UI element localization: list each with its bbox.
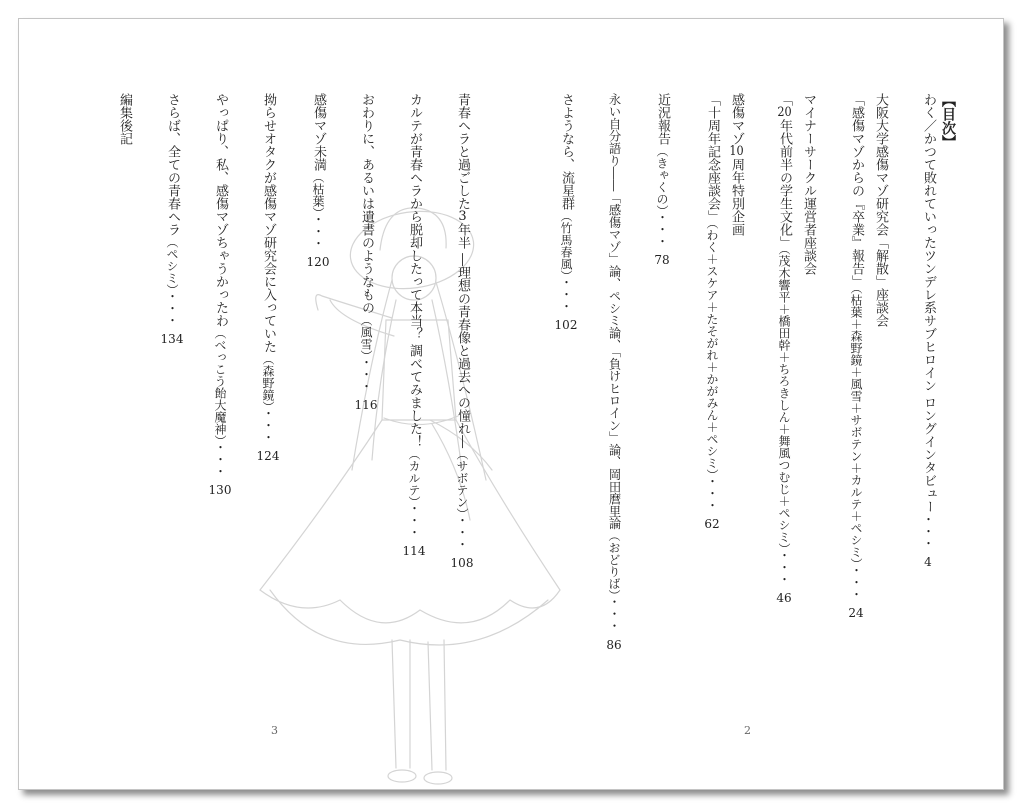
toc-entry-text [773, 93, 795, 585]
entry-page-number: 124 [256, 449, 280, 463]
toc-entry [451, 93, 473, 570]
toc-entry [355, 93, 377, 412]
toc-entry [917, 93, 939, 569]
entry-title: 近況報告 [655, 93, 670, 145]
entry-leader: ・・・ [455, 514, 469, 551]
toc-entry-text [257, 93, 279, 443]
entry-title: 「感傷マゾからの『卒業』報告」 [849, 93, 864, 288]
toc-entry-text [209, 93, 231, 477]
entry-title: さようなら、流星群 [559, 93, 574, 210]
toc-section-heading [725, 93, 747, 236]
toc-entry-text [701, 93, 723, 511]
entry-title: マイナーサークル運営者座談会 [801, 93, 816, 275]
page-number-left: 3 [271, 724, 278, 737]
toc-entry [603, 93, 625, 652]
page-number-right: 2 [744, 724, 751, 737]
toc-section-heading [797, 93, 819, 275]
entry-title: 感傷マゾ10周年特別企画 [729, 93, 744, 236]
toc-entry-text [355, 93, 377, 392]
entry-title: 「20年代前半の学生文化」 [777, 93, 792, 249]
entry-leader: ・・・ [655, 211, 669, 247]
entry-leader: ・・・ [261, 407, 275, 443]
entry-credit: （枯葉＋森野鏡＋風雪＋サボテン＋カルテ＋ペシミ） [849, 288, 863, 564]
toc-entry [701, 93, 723, 531]
toc-entry-text [797, 93, 819, 275]
entry-page-number: 86 [606, 637, 622, 652]
toc-entry-text [869, 93, 891, 327]
entry-page-number: 116 [354, 398, 378, 412]
toc-section-heading [869, 93, 891, 327]
entry-credit: （カルテ） [407, 448, 421, 503]
toc-entry [773, 93, 795, 605]
toc-entry [845, 93, 867, 620]
entry-title: 感傷マゾ未満 [311, 93, 326, 171]
entry-leader: ・・・ [311, 213, 325, 249]
entry-title: 青春ヘラと過ごした3年半 ―理想の青春像と過去への憧れ― [455, 93, 470, 449]
entry-page-number: 78 [654, 253, 670, 267]
toc-entry-text [725, 93, 747, 236]
entry-credit: （風雪） [359, 314, 373, 356]
entry-title: やっぱり、私、感傷マゾちゃうかったわ [213, 93, 228, 327]
entry-leader: ・・・ [559, 276, 573, 312]
entry-credit: （茂木響平＋橋田幹＋ちろきしん＋舞風つむじ＋ペシミ） [777, 249, 791, 549]
entry-page-number: 24 [848, 606, 864, 620]
entry-credit: （サボテン） [455, 448, 469, 515]
toc-entry [113, 93, 135, 145]
entry-page-number: 130 [208, 483, 232, 497]
entry-credit: （ペシミ） [165, 236, 179, 290]
toc-entry-text [161, 93, 183, 326]
entry-leader: ・・・ [359, 356, 373, 392]
entry-credit: （森野鏡） [261, 353, 275, 407]
entry-credit: （おどりば） [607, 529, 621, 596]
entry-page-number: 102 [554, 318, 578, 332]
toc-entry [161, 93, 183, 346]
toc-entry-text [307, 93, 329, 249]
entry-title: さらば、全ての青春ヘラ [165, 93, 180, 236]
entry-page-number: 134 [160, 332, 184, 346]
entry-leader: ・・・ [165, 290, 179, 326]
toc-entry-text [451, 93, 473, 550]
entry-title: おわりに、あるいは遺書のようなもの [359, 93, 374, 314]
entry-leader: ・・・ [407, 502, 421, 539]
toc-entry-text [113, 93, 135, 145]
entry-page-number: 46 [776, 591, 792, 605]
entry-page-number: 4 [924, 555, 932, 570]
entry-credit: （枯葉） [311, 171, 325, 213]
toc-entry [307, 93, 329, 269]
toc-entry [209, 93, 231, 497]
entry-credit: （竹馬春風） [559, 210, 573, 276]
entry-leader: ・・・ [705, 475, 719, 511]
entry-page-number: 120 [306, 255, 330, 269]
entry-page-number: 114 [402, 544, 426, 559]
entry-credit: （わく＋スケア＋たそがれ＋かがみん＋ペシミ） [705, 223, 719, 475]
toc-entry [651, 93, 673, 267]
toc-entry-text [403, 93, 425, 538]
toc-entry-text [845, 93, 867, 600]
entry-title: 拗らせオタクが感傷マゾ研究会に入っていた [261, 93, 276, 353]
entry-page-number: 108 [450, 556, 474, 571]
toc-entry [555, 93, 577, 332]
toc-entry-text [917, 93, 939, 549]
toc-entry [403, 93, 425, 558]
entry-title: 編集後記 [117, 93, 132, 145]
toc-entry [257, 93, 279, 463]
entry-leader: ・・・ [777, 549, 791, 585]
entry-leader: ・・・ [607, 595, 621, 632]
toc-heading-column [937, 93, 959, 149]
entry-credit: （べっこう飴大魔神） [213, 327, 227, 441]
entry-title: わく／かつて敗れていったツンデレ系サブヒロイン ロングインタビュー [921, 93, 936, 514]
entry-leader: ・・・ [849, 564, 863, 600]
toc-entry-text [555, 93, 577, 312]
entry-page-number: 62 [704, 517, 720, 531]
entry-leader: ・・・ [921, 513, 935, 550]
entry-title: 永い自分語り――「感傷マゾ」論、ペシミ論、「負けヒロイン」論、岡田麿里論 [607, 93, 621, 530]
entry-title: カルテが青春ヘラから脱却したって本当？ 調べてみました！ [407, 93, 422, 449]
toc-heading: 【目次】 [940, 93, 956, 149]
entry-leader: ・・・ [213, 441, 227, 477]
toc-entry-text [651, 93, 673, 247]
entry-title: 大阪大学感傷マゾ研究会「解散」座談会 [873, 93, 888, 327]
toc-entry-text [603, 93, 625, 632]
entry-title: 「十周年記念座談会」 [705, 93, 720, 223]
entry-credit: （きゃくの） [655, 145, 669, 211]
